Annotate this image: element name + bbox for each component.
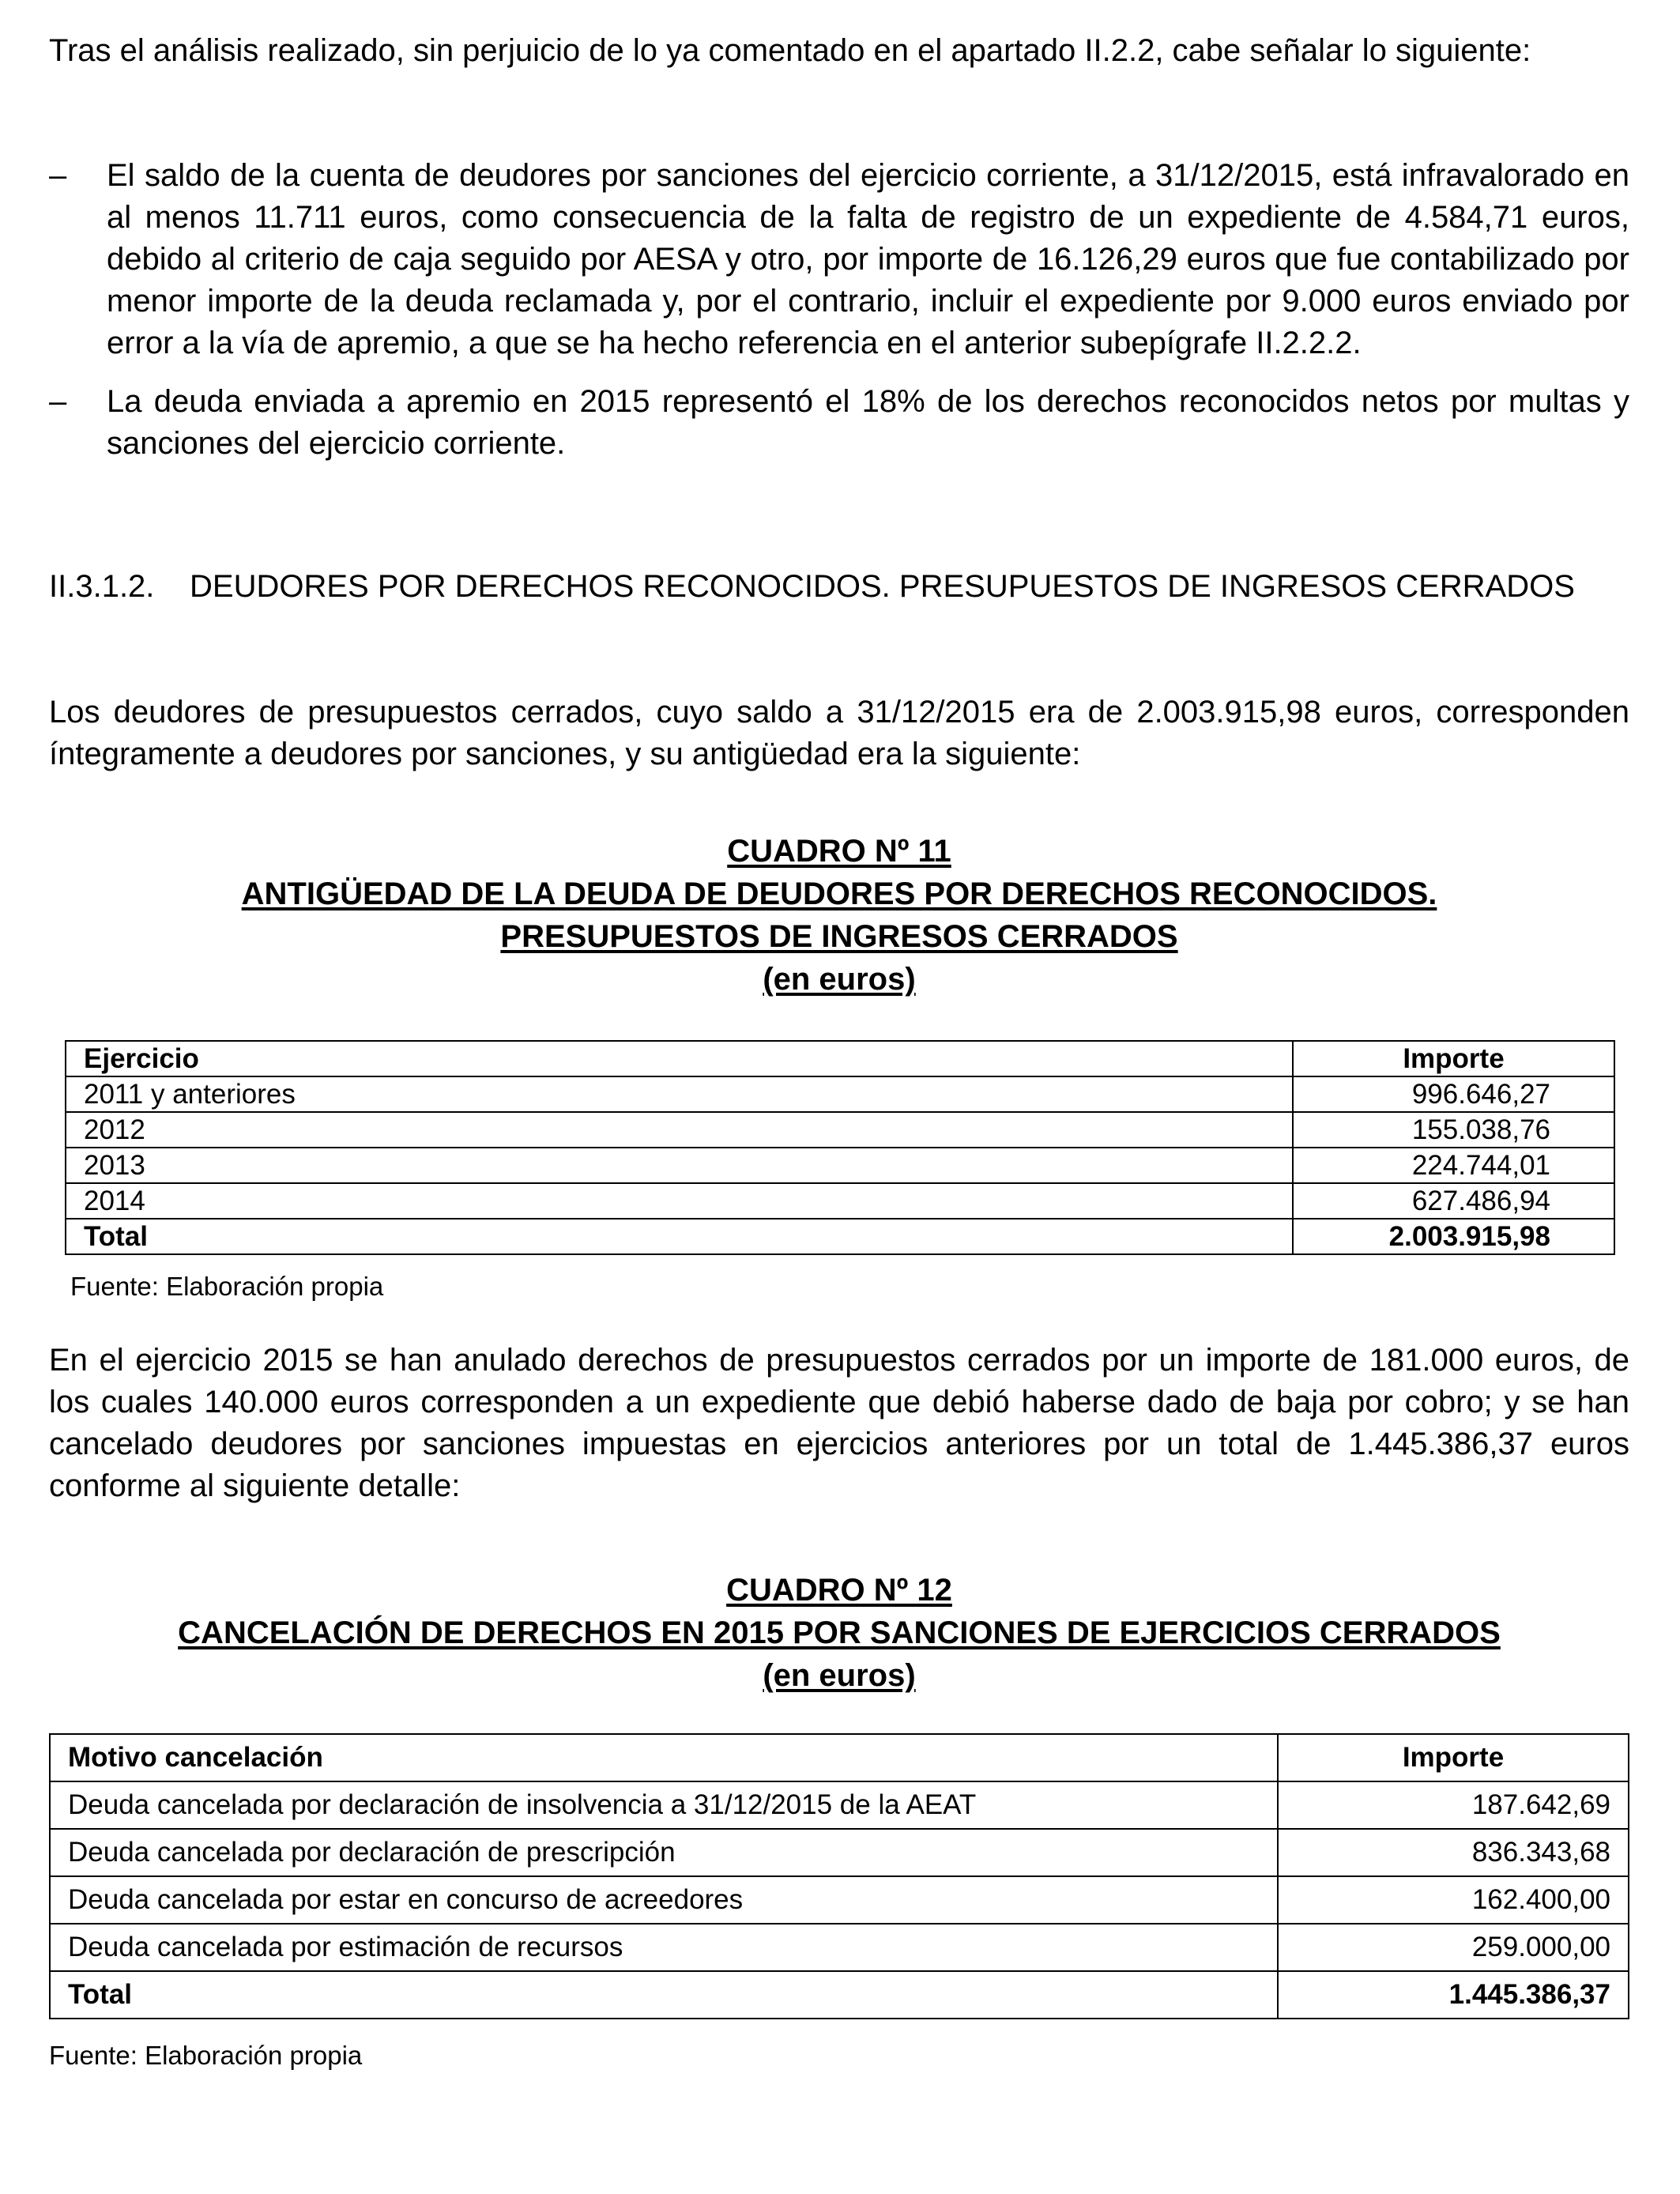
table-cell: 2011 y anteriores	[66, 1076, 1293, 1112]
caption-line: CANCELACIÓN DE DERECHOS EN 2015 POR SANCIONES DE EJERCICIOS CERRADOS	[178, 1615, 1501, 1650]
caption-line: ANTIGÜEDAD DE LA DEUDA DE DEUDORES POR DERECHOS RECONOCIDOS.	[241, 876, 1437, 911]
table-debt-age	[65, 1040, 1615, 1255]
bullet-item	[49, 381, 1629, 465]
table11-source: Fuente: Elaboración propia	[70, 1272, 384, 1301]
table-cell-amount: 162.400,00	[1278, 1876, 1629, 1924]
bullet-dash: –	[49, 384, 67, 419]
table-header-row	[50, 1734, 1629, 1781]
table-total-row	[50, 1971, 1629, 2019]
bullet-list	[49, 155, 1629, 481]
table-row	[50, 1829, 1629, 1876]
table12-source: Fuente: Elaboración propia	[49, 2041, 363, 2070]
bullet-item	[49, 155, 1629, 364]
table-cell: Deuda cancelada por declaración de insolvencia a 31/12/2015 de la AEAT	[50, 1781, 1278, 1829]
table-cell-amount: 627.486,94	[1293, 1183, 1614, 1219]
table-cell-amount: 224.744,01	[1293, 1148, 1614, 1183]
table-row	[66, 1076, 1614, 1112]
caption-line: PRESUPUESTOS DE INGRESOS CERRADOS	[500, 919, 1178, 954]
table-cell: 2012	[66, 1112, 1293, 1148]
caption-line: (en euros)	[763, 1658, 916, 1693]
total-amount: 2.003.915,98	[1293, 1219, 1614, 1254]
table-cell-amount: 155.038,76	[1293, 1112, 1614, 1148]
table-row	[66, 1148, 1614, 1183]
table-cell-amount: 836.343,68	[1278, 1829, 1629, 1876]
table-cell: 2014	[66, 1183, 1293, 1219]
table-cell: Deuda cancelada por estimación de recursos	[50, 1924, 1278, 1971]
table11-caption	[49, 830, 1629, 1001]
table-total-row	[66, 1219, 1614, 1254]
table-header-row	[66, 1041, 1614, 1076]
header-cell: Ejercicio	[66, 1041, 1293, 1076]
table-row	[66, 1112, 1614, 1148]
bullet-text: La deuda enviada a apremio en 2015 representó el 18% de los derechos reconocidos netos por multas y sanciones del ejercicio corriente.	[107, 384, 1629, 461]
table-row	[50, 1924, 1629, 1971]
table-cell: Deuda cancelada por estar en concurso de acreedores	[50, 1876, 1278, 1924]
intro-paragraph: Tras el análisis realizado, sin perjuicio de lo ya comentado en el apartado II.2.2, cabe señalar lo siguiente:	[49, 33, 1531, 68]
section-title: DEUDORES POR DERECHOS RECONOCIDOS. PRESUPUESTOS DE INGRESOS CERRADOS	[190, 569, 1575, 604]
section-number: II.3.1.2.	[49, 569, 155, 604]
table-cancellations	[49, 1733, 1629, 2019]
header-cell: Importe	[1293, 1041, 1614, 1076]
caption-line: CUADRO Nº 12	[726, 1573, 952, 1608]
paragraph-cancellations: En el ejercicio 2015 se han anulado derechos de presupuestos cerrados por un importe de 181.000 euros, de los cuales 140.000 euros corresponden a un expediente que debió haberse dado de baja por cobro; y se han cancelado deudores por sanciones impuestas en ejercicios anteriores por un total de 1.445.386,37 euros conforme al siguiente detalle:	[49, 1343, 1629, 1503]
section-heading	[49, 566, 1629, 608]
table-cell: 2013	[66, 1148, 1293, 1183]
total-amount: 1.445.386,37	[1278, 1971, 1629, 2019]
caption-line: (en euros)	[763, 962, 916, 997]
paragraph-closed-budgets: Los deudores de presupuestos cerrados, cuyo saldo a 31/12/2015 era de 2.003.915,98 euros, corresponden íntegramente a deudores por sanciones, y su antigüedad era la siguiente:	[49, 695, 1629, 771]
header-cell: Importe	[1278, 1734, 1629, 1781]
bullet-text: El saldo de la cuenta de deudores por sanciones del ejercicio corriente, a 31/12/2015, está infravalorado en al menos 11.711 euros, como consecuencia de la falta de registro de un expediente de 4.584,71 euros, debido al criterio de caja seguido por AESA y otro, por importe de 16.126,29 euros que fue contabilizado por menor importe de la deuda reclamada y, por el contrario, incluir el expediente por 9.000 euros enviado por error a la vía de apremio, a que se ha hecho referencia en el anterior subepígrafe II.2.2.2.	[107, 158, 1629, 360]
header-cell: Motivo cancelación	[50, 1734, 1278, 1781]
total-label: Total	[50, 1971, 1278, 2019]
table-row	[50, 1876, 1629, 1924]
table12-caption	[49, 1569, 1629, 1697]
table-cell: Deuda cancelada por declaración de prescripción	[50, 1829, 1278, 1876]
caption-line: CUADRO Nº 11	[727, 834, 951, 869]
table-row	[50, 1781, 1629, 1829]
table-row	[66, 1183, 1614, 1219]
table-cell-amount: 259.000,00	[1278, 1924, 1629, 1971]
table-cell-amount: 996.646,27	[1293, 1076, 1614, 1112]
bullet-dash: –	[49, 158, 67, 193]
total-label: Total	[66, 1219, 1293, 1254]
table-cell-amount: 187.642,69	[1278, 1781, 1629, 1829]
